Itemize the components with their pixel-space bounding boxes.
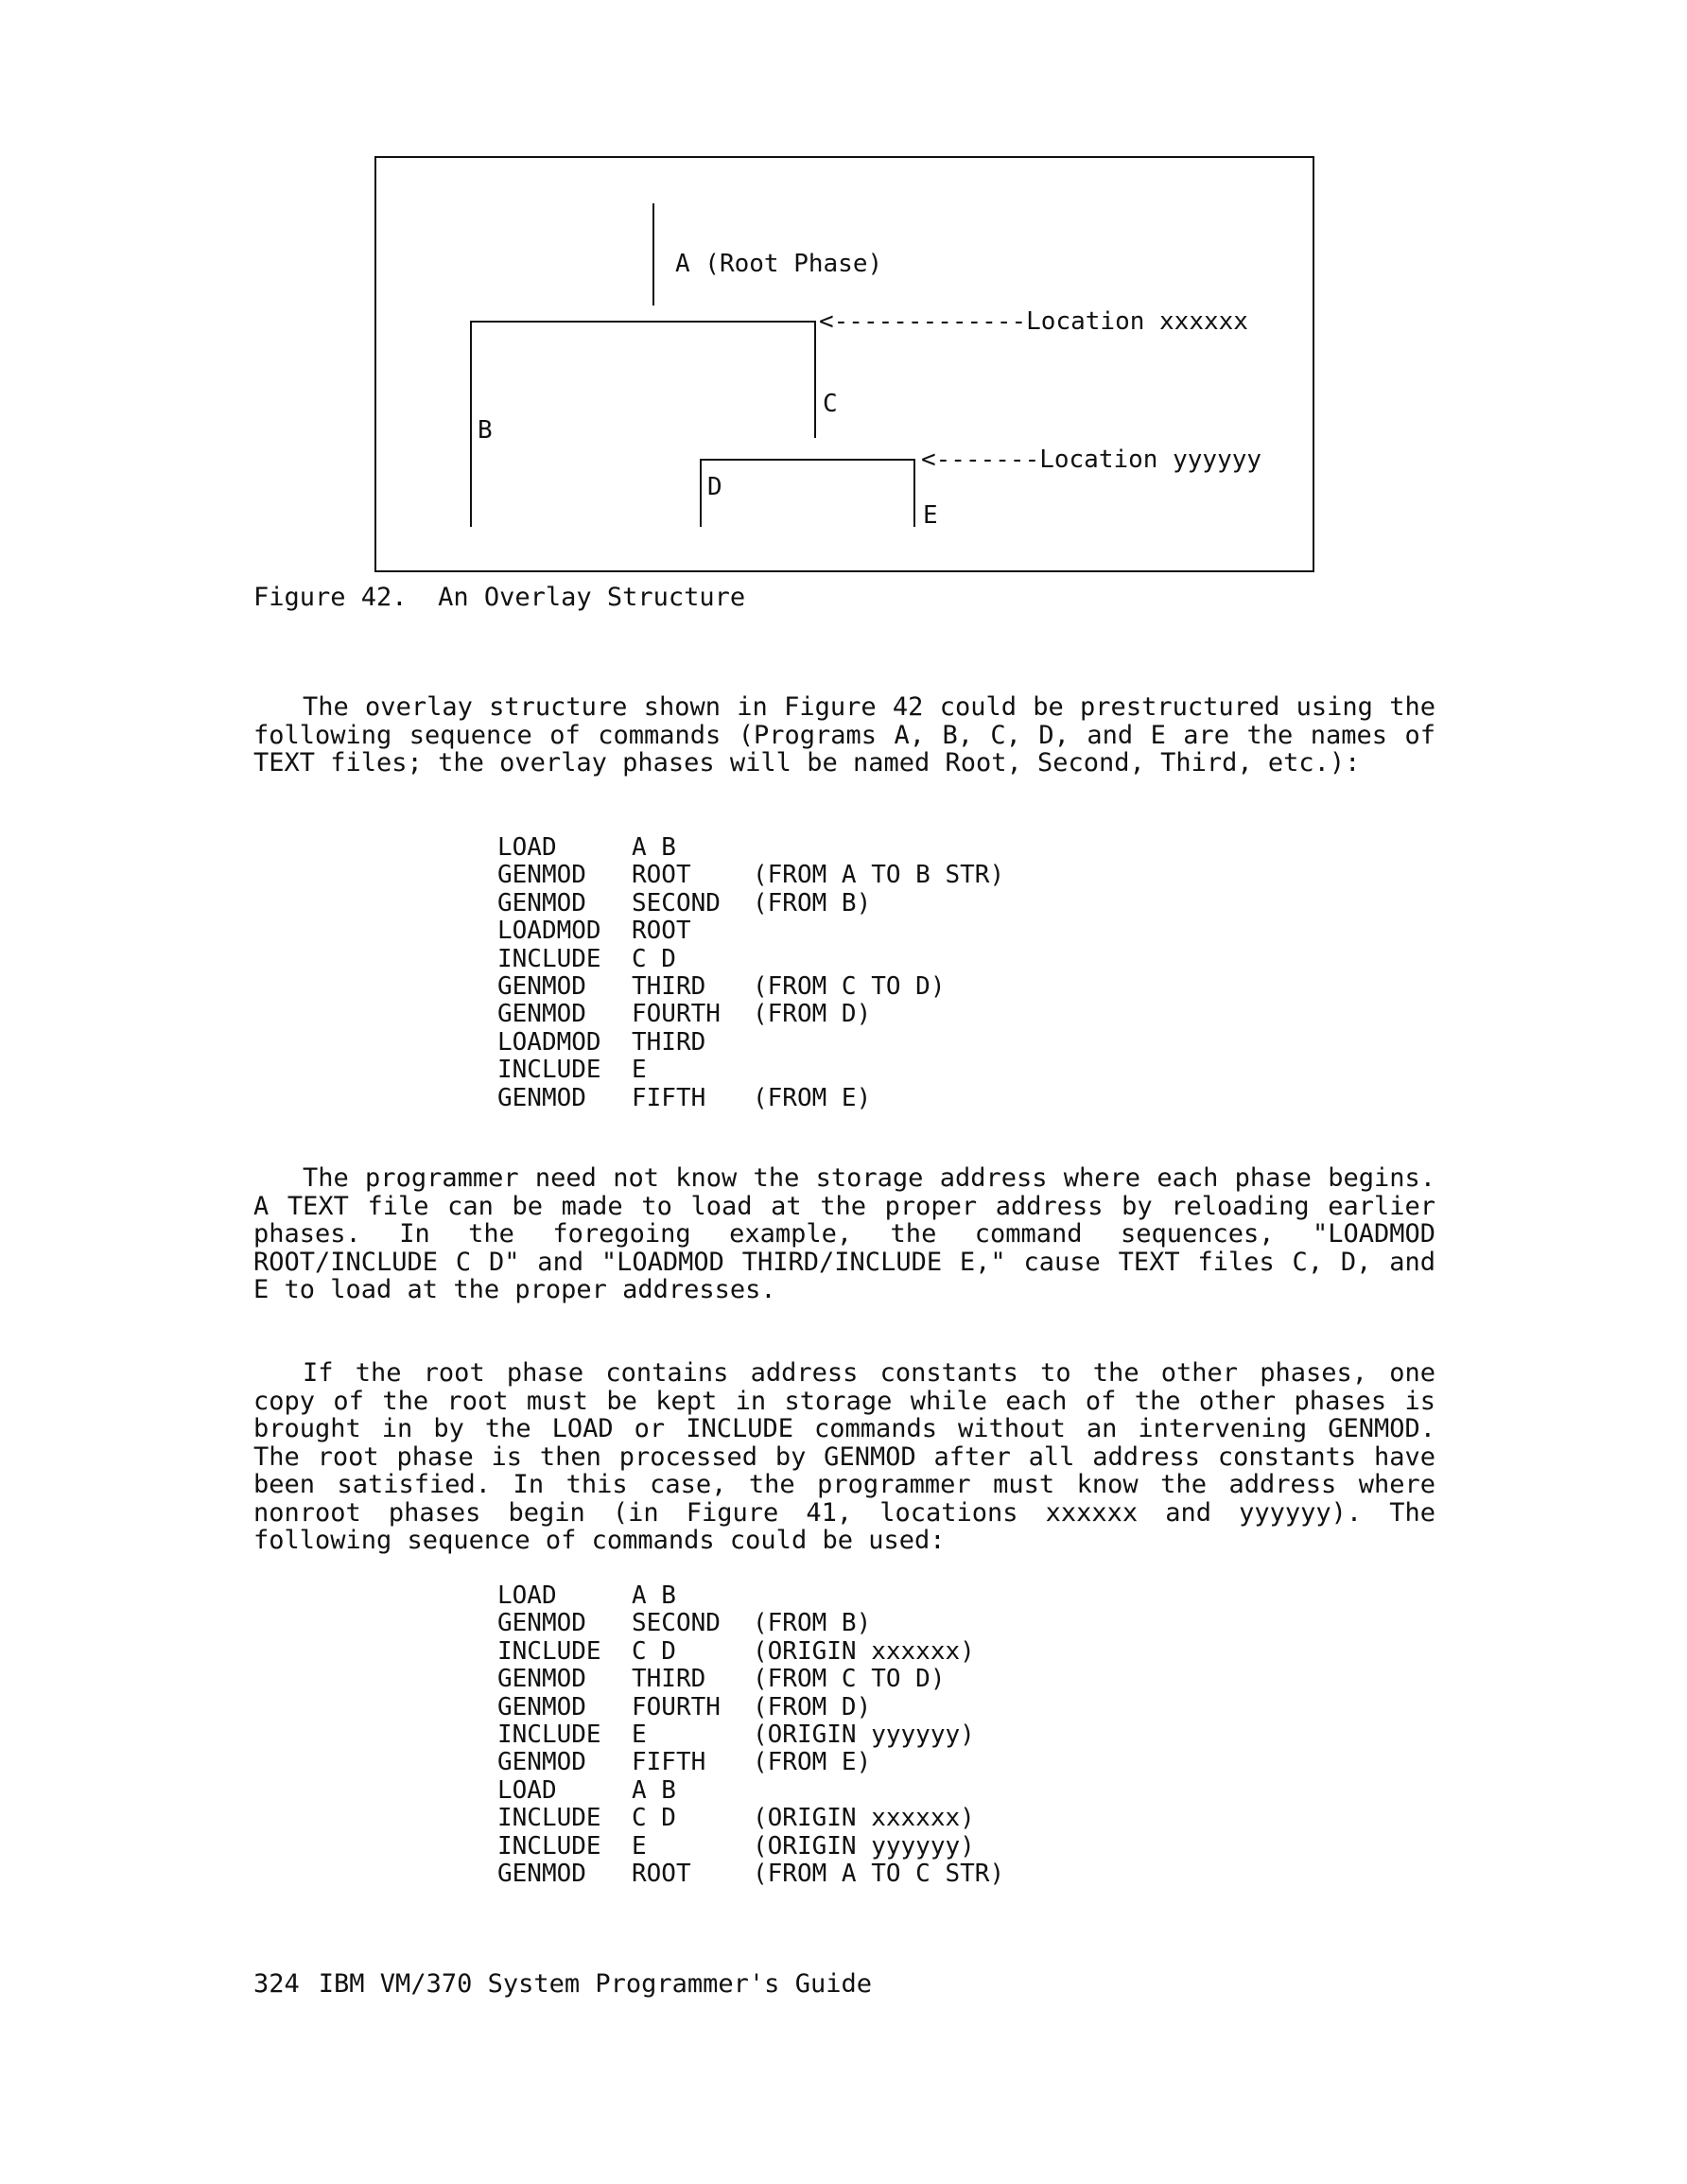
- code-line: INCLUDE E (ORIGIN yyyyyy): [497, 1720, 975, 1749]
- code-line: INCLUDE C D (ORIGIN xxxxxx): [497, 1636, 975, 1666]
- code-line: GENMOD SECOND (FROM B): [497, 1609, 872, 1638]
- code-line: LOADMOD THIRD: [497, 1027, 706, 1057]
- phase-d-label: D: [707, 473, 722, 501]
- phase-d-line: [700, 459, 702, 527]
- code-line: GENMOD FOURTH (FROM D): [497, 1000, 872, 1029]
- location-yyyyyy-label: <-------Location yyyyyy: [921, 446, 1262, 474]
- code-line: GENMOD ROOT (FROM A TO C STR): [497, 1859, 1005, 1888]
- phase-b-label: B: [478, 416, 493, 445]
- code-line: INCLUDE E (ORIGIN yyyyyy): [497, 1831, 975, 1861]
- level1-branch-line: [470, 321, 814, 323]
- code-line: GENMOD THIRD (FROM C TO D): [497, 1665, 946, 1694]
- code-line: GENMOD FIFTH (FROM E): [497, 1748, 872, 1777]
- phase-b-line: [470, 321, 472, 527]
- level2-branch-line: [700, 459, 915, 461]
- code-line: GENMOD THIRD (FROM C TO D): [497, 971, 946, 1001]
- phase-e-line: [913, 459, 915, 527]
- root-phase-label: A (Root Phase): [675, 250, 883, 278]
- code-line: GENMOD SECOND (FROM B): [497, 888, 872, 917]
- code-block-prestructure: [497, 834, 1004, 1112]
- page-number: 324: [253, 1969, 300, 1999]
- phase-c-line: [814, 321, 816, 438]
- code-line: LOAD A B: [497, 1581, 676, 1610]
- code-line: INCLUDE C D (ORIGIN xxxxxx): [497, 1804, 975, 1833]
- paragraph-storage-address: The programmer need not know the storage address where each phase begins. A TEXT file can be made to load at the proper address by reloading earlier phases. In the foregoing example, the command sequences, "LOADMOD ROOT/INCLUDE C D" and "LOADMOD THIRD/INCLUDE E," cause TEXT files C, D, and E to load at the proper addresses.: [253, 1163, 1435, 1304]
- code-line: LOAD A B: [497, 833, 676, 862]
- code-line: GENMOD FOURTH (FROM D): [497, 1692, 872, 1721]
- code-line: LOAD A B: [497, 1775, 676, 1805]
- publication-title: IBM VM/370 System Programmer's Guide: [318, 1969, 872, 1999]
- paragraph-overlay-intro: The overlay structure shown in Figure 42 could be prestructured using the following sequence of commands (Programs A, B, C, D, and E are the names of TEXT files; the overlay phases will be named Root, Second, Third, etc.):: [253, 692, 1435, 778]
- code-block-origin: [497, 1582, 1004, 1888]
- figure-frame: [374, 156, 1314, 572]
- phase-e-label: E: [923, 501, 938, 530]
- page-footer: [253, 1969, 891, 2000]
- location-xxxxxx-label: <-------------Location xxxxxx: [819, 307, 1248, 336]
- code-line: GENMOD FIFTH (FROM E): [497, 1083, 872, 1112]
- code-line: LOADMOD ROOT: [497, 917, 691, 946]
- code-line: GENMOD ROOT (FROM A TO B STR): [497, 861, 1005, 890]
- paragraph-address-constants: If the root phase contains address constants to the other phases, one copy of the root must be kept in storage while each of the other phases is brought in by the LOAD or INCLUDE commands without an intervening GENMOD. The root phase is then processed by GENMOD after all address constants have been satisfied. In this case, the programmer must know the address where nonroot phases begin (in Figure 41, locations xxxxxx and yyyyyy). The following sequence of commands could be used:: [253, 1358, 1435, 1555]
- root-phase-line: [652, 203, 654, 306]
- code-line: INCLUDE C D: [497, 944, 676, 973]
- phase-c-label: C: [823, 390, 838, 418]
- code-line: INCLUDE E: [497, 1056, 647, 1085]
- figure-caption: Figure 42. An Overlay Structure: [253, 583, 746, 612]
